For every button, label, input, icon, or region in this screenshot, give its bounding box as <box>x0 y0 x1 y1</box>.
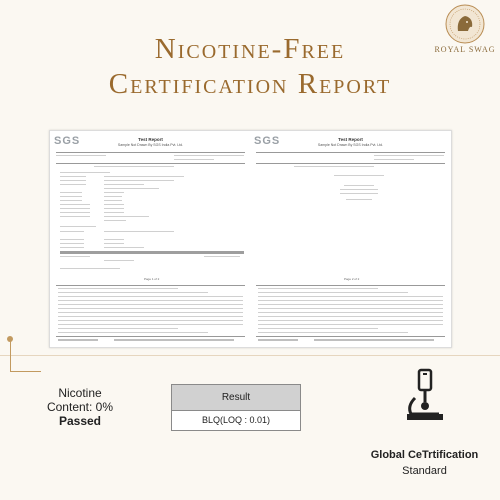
text-line <box>104 176 184 177</box>
text-line <box>58 324 243 325</box>
text-line <box>104 239 124 240</box>
sgs-logo: SGS <box>54 135 81 147</box>
text-line <box>60 226 96 227</box>
text-line <box>56 155 106 156</box>
nicotine-label <box>40 386 120 414</box>
text-line <box>58 292 208 293</box>
footer-text <box>314 339 434 341</box>
report-issuer: Sample Not Drawn By SGS India Pvt. Ltd. <box>117 143 184 147</box>
separator <box>256 336 445 337</box>
separator <box>56 163 245 164</box>
text-line <box>258 324 443 325</box>
text-line <box>344 185 374 186</box>
text-line <box>258 328 378 329</box>
text-line <box>374 159 414 160</box>
page-number: Page 1 of 2 <box>144 277 160 281</box>
text-line <box>374 155 444 156</box>
text-line <box>104 247 144 248</box>
text-line <box>60 208 90 209</box>
report-title: Test Report <box>138 137 163 142</box>
text-line <box>60 231 84 232</box>
callout-connector <box>10 341 41 372</box>
text-line <box>60 216 90 217</box>
result-header: Result <box>172 385 300 411</box>
text-line <box>58 312 243 313</box>
text-line <box>60 192 82 193</box>
text-line <box>104 208 124 209</box>
separator <box>56 285 245 286</box>
footer-text <box>258 339 298 341</box>
text-line <box>60 243 84 244</box>
text-line <box>104 212 124 213</box>
certification-title: Global CeTrtification <box>370 449 479 461</box>
text-line <box>174 155 244 156</box>
text-line <box>104 180 174 181</box>
microscope-lab-icon <box>397 368 453 424</box>
nicotine-status: Passed <box>58 414 102 428</box>
text-line <box>60 204 90 205</box>
text-line <box>258 332 408 333</box>
results-table-header <box>60 251 244 254</box>
text-line <box>258 308 443 309</box>
text-line <box>60 184 86 185</box>
text-line <box>60 180 86 181</box>
text-line <box>104 231 174 232</box>
nicotine-label-line1: Nicotine <box>58 386 102 400</box>
text-line <box>58 316 243 317</box>
text-line <box>60 172 110 173</box>
text-line <box>104 200 122 201</box>
text-line <box>104 188 159 189</box>
separator <box>256 285 445 286</box>
text-line <box>58 320 243 321</box>
report-title: Test Report <box>338 137 363 142</box>
text-line <box>258 304 443 305</box>
text-line <box>104 184 144 185</box>
text-line <box>58 300 243 301</box>
text-line <box>258 316 443 317</box>
footer-text <box>114 339 234 341</box>
report-page-2 <box>254 135 447 343</box>
text-line <box>258 320 443 321</box>
text-line <box>340 189 378 190</box>
certification-subtitle: Standard <box>402 465 447 477</box>
text-line <box>258 300 443 301</box>
text-line <box>60 256 90 257</box>
text-line <box>104 243 124 244</box>
text-line <box>258 312 443 313</box>
text-line <box>104 260 134 261</box>
text-line <box>60 239 84 240</box>
text-line <box>58 288 178 289</box>
brand-name: ROYAL SWAG <box>434 45 496 54</box>
separator <box>56 336 245 337</box>
text-line <box>58 328 178 329</box>
result-table <box>171 384 301 431</box>
text-line <box>258 292 408 293</box>
text-line <box>60 247 84 248</box>
text-line <box>258 296 443 297</box>
result-value: BLQ(LOQ : 0.01) <box>201 415 271 425</box>
text-line <box>58 332 208 333</box>
text-line <box>60 196 82 197</box>
text-line <box>94 166 174 167</box>
text-line <box>58 308 243 309</box>
text-line <box>58 304 243 305</box>
text-line <box>60 200 82 201</box>
text-line <box>104 216 149 217</box>
footer-text <box>58 339 98 341</box>
text-line <box>60 212 90 213</box>
text-line <box>334 175 384 176</box>
report-page-1 <box>54 135 247 343</box>
separator <box>56 152 245 153</box>
nicotine-label-line2: Content: 0% <box>46 400 114 414</box>
text-line <box>340 193 378 194</box>
report-documents <box>49 130 452 348</box>
text-line <box>60 268 120 269</box>
page-title-line1: Nicotine-Free <box>154 33 346 65</box>
page-number: Page 2 of 2 <box>344 277 360 281</box>
text-line <box>204 256 240 257</box>
separator <box>256 152 445 153</box>
page-title-line2: Certification Report <box>108 68 392 100</box>
separator <box>256 163 445 164</box>
text-line <box>174 159 214 160</box>
text-line <box>294 166 374 167</box>
text-line <box>104 220 126 221</box>
text-line <box>104 192 124 193</box>
sgs-logo: SGS <box>254 135 281 147</box>
section-divider <box>0 355 500 356</box>
text-line <box>60 176 86 177</box>
text-line <box>104 196 122 197</box>
text-line <box>58 296 243 297</box>
text-line <box>258 288 378 289</box>
text-line <box>104 204 124 205</box>
report-issuer: Sample Not Drawn By SGS India Pvt. Ltd. <box>317 143 384 147</box>
text-line <box>346 199 372 200</box>
